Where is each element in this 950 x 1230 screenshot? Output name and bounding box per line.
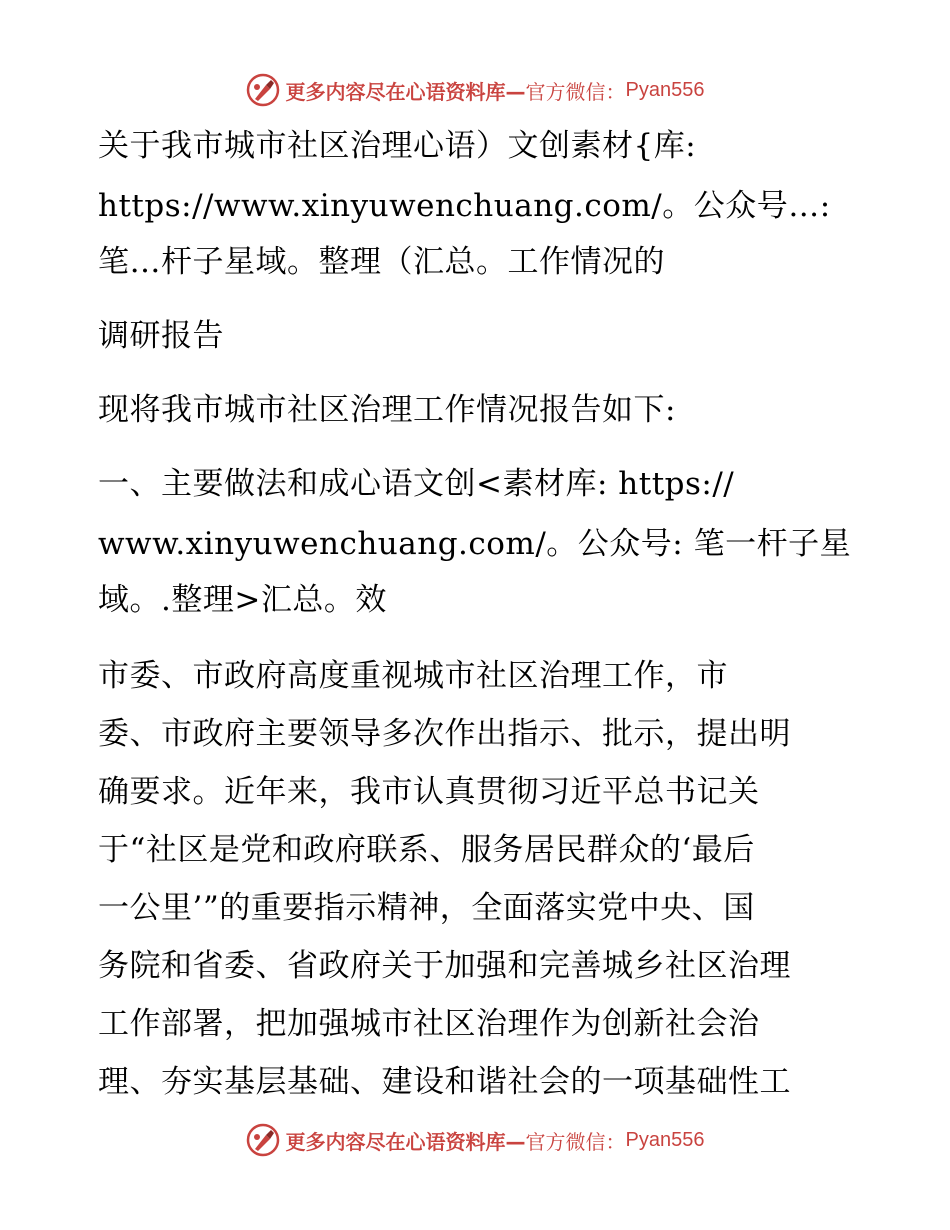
text-line: 现将我市城市社区治理工作情况报告如下: [98, 392, 676, 428]
footer-banner [0, 1120, 950, 1160]
text-line: 关于我市城市社区治理心语）文创素材{库: [98, 128, 697, 164]
text-line: 工作部署，把加强城市社区治理作为创新社会治 [98, 1006, 760, 1042]
pen-nib-logo-icon [246, 1123, 280, 1157]
banner-text: 更多内容尽在心语资料库— [285, 1129, 526, 1154]
text-line: 域。.整理>汇总。效 [98, 582, 387, 618]
wechat-id: Pyan556 [625, 1128, 705, 1151]
text-line: 委、市政府主要领导多次作出指示、批示，提出明 [98, 716, 791, 752]
text-line: 笔…杆子星域。整理（汇总。工作情况的 [98, 244, 665, 280]
text-line: https://www.xinyuwenchuang.com/。公众号…: [98, 188, 831, 224]
wechat-label: 官方微信： [525, 79, 626, 104]
text-line: 一、主要做法和成心语文创<素材库: https:// [98, 466, 735, 502]
text-line: 市委、市政府高度重视城市社区治理工作，市 [98, 658, 728, 694]
text-line: 调研报告 [98, 318, 224, 354]
text-line: www.xinyuwenchuang.com/。公众号: 笔一杆子星 [98, 526, 852, 562]
text-line: 务院和省委、省政府关于加强和完善城乡社区治理 [98, 948, 791, 984]
wechat-id: Pyan556 [625, 78, 705, 101]
text-line: 理、夯实基层基础、建设和谐社会的一项基础性工 [98, 1064, 791, 1100]
text-line: 一公里’”的重要指示精神，全面落实党中央、国 [98, 890, 755, 926]
text-line: 确要求。近年来，我市认真贯彻习近平总书记关 [98, 774, 760, 810]
wechat-label: 官方微信： [525, 1129, 626, 1154]
text-line: 于“社区是党和政府联系、服务居民群众的‘最后 [98, 832, 755, 868]
banner-text: 更多内容尽在心语资料库— [285, 79, 526, 104]
